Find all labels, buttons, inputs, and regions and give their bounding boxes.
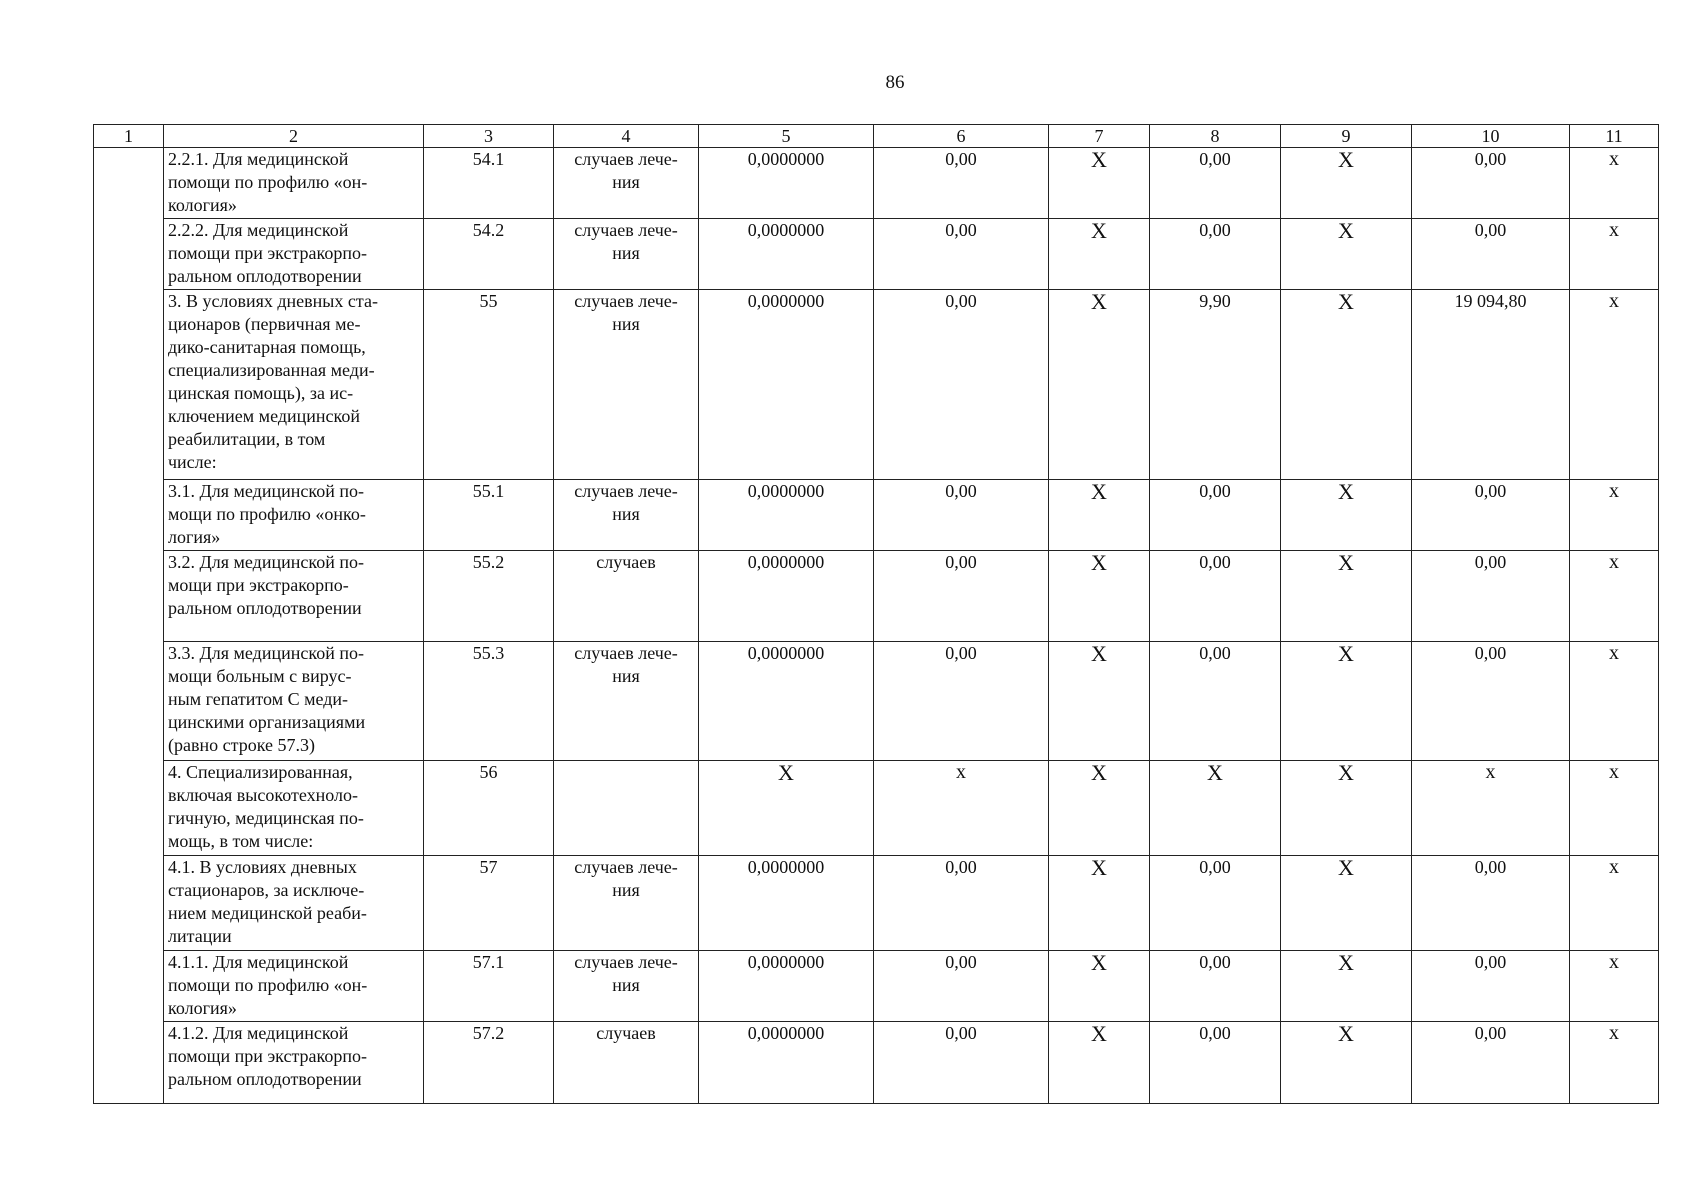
indicator-name-line: ральном оплодотворении — [168, 1069, 362, 1089]
value-cell-col-10: 0,00 — [1412, 551, 1570, 642]
value-cell-col-9: X — [1281, 951, 1412, 1022]
unit-line: ния — [612, 666, 640, 686]
value-cell-col-10: 0,00 — [1412, 480, 1570, 551]
unit-line: ния — [612, 504, 640, 524]
column-header: 10 — [1412, 125, 1570, 148]
indicator-name-line: 4.1. В условиях дневных — [168, 857, 357, 877]
unit-line: случаев — [596, 552, 656, 572]
column-header: 7 — [1049, 125, 1150, 148]
value-cell-col-7: X — [1049, 551, 1150, 642]
value-cell-col-7: X — [1049, 219, 1150, 290]
unit-line: ния — [612, 314, 640, 334]
value-cell-col-6: x — [874, 761, 1049, 856]
value-cell-col-9: X — [1281, 148, 1412, 219]
indicator-name-line: 3.2. Для медицинской по- — [168, 552, 364, 572]
value-cell-col-11: x — [1570, 551, 1659, 642]
indicator-name-line: 2.2.1. Для медицинской — [168, 149, 349, 169]
value-cell-col-8: 0,00 — [1150, 480, 1281, 551]
column-header: 8 — [1150, 125, 1281, 148]
row-code-cell: 57.1 — [424, 951, 554, 1022]
unit-cell — [554, 761, 699, 856]
indicator-name-line: 4. Специализированная, — [168, 762, 353, 782]
value-cell-col-5: X — [699, 761, 874, 856]
value-cell-col-6: 0,00 — [874, 290, 1049, 480]
unit-line: ния — [612, 172, 640, 192]
unit-line: ния — [612, 880, 640, 900]
value-cell-col-11: x — [1570, 1022, 1659, 1104]
unit-line: случаев — [596, 1023, 656, 1043]
indicator-name-cell — [164, 290, 424, 480]
indicator-name-line: дико-санитарная помощь, — [168, 337, 366, 357]
row-code-cell: 54.2 — [424, 219, 554, 290]
table-row — [94, 219, 1659, 290]
value-cell-col-10: 0,00 — [1412, 148, 1570, 219]
value-cell-col-7: X — [1049, 1022, 1150, 1104]
indicator-name-line: 4.1.1. Для медицинской — [168, 952, 349, 972]
value-cell-col-11: x — [1570, 642, 1659, 761]
value-cell-col-6: 0,00 — [874, 480, 1049, 551]
indicator-name-line: помощи при экстракорпо- — [168, 1046, 367, 1066]
value-cell-col-9: X — [1281, 219, 1412, 290]
indicator-name-line: реабилитации, в том — [168, 429, 326, 449]
indicator-name-line: (равно строке 57.3) — [168, 735, 315, 755]
indicator-name-line: 2.2.2. Для медицинской — [168, 220, 349, 240]
table-row — [94, 856, 1659, 951]
value-cell-col-5: 0,0000000 — [699, 551, 874, 642]
table-row — [94, 1022, 1659, 1104]
value-cell-col-6: 0,00 — [874, 951, 1049, 1022]
column-header: 4 — [554, 125, 699, 148]
value-cell-col-6: 0,00 — [874, 219, 1049, 290]
indicator-name-line: цинская помощь), за ис- — [168, 383, 354, 403]
value-cell-col-7: X — [1049, 480, 1150, 551]
value-cell-col-10: 0,00 — [1412, 1022, 1570, 1104]
value-cell-col-11: x — [1570, 148, 1659, 219]
unit-line: случаев лече- — [574, 857, 678, 877]
value-cell-col-9: X — [1281, 1022, 1412, 1104]
value-cell-col-10: x — [1412, 761, 1570, 856]
row-code-cell: 54.1 — [424, 148, 554, 219]
value-cell-col-8: X — [1150, 761, 1281, 856]
value-cell-col-8: 0,00 — [1150, 951, 1281, 1022]
indicator-name-line: нием медицинской реаби- — [168, 903, 367, 923]
indicator-name-line: специализированная меди- — [168, 360, 375, 380]
row-code-cell: 55.2 — [424, 551, 554, 642]
row-code-cell: 56 — [424, 761, 554, 856]
value-cell-col-10: 19 094,80 — [1412, 290, 1570, 480]
indicator-name-line: числе: — [168, 452, 217, 472]
indicator-name-line: помощи по профилю «он- — [168, 975, 368, 995]
indicator-name-line: мощи больным с вирус- — [168, 666, 352, 686]
table-row — [94, 642, 1659, 761]
value-cell-col-9: X — [1281, 856, 1412, 951]
indicator-name-line: 4.1.2. Для медицинской — [168, 1023, 349, 1043]
indicator-name-line: включая высокотехноло- — [168, 785, 358, 805]
indicator-name-line: литации — [168, 926, 232, 946]
value-cell-col-11: x — [1570, 951, 1659, 1022]
table-body — [94, 148, 1659, 1104]
value-cell-col-5: 0,0000000 — [699, 1022, 874, 1104]
unit-cell — [554, 290, 699, 480]
value-cell-col-11: x — [1570, 856, 1659, 951]
data-table — [93, 124, 1659, 1104]
value-cell-col-10: 0,00 — [1412, 856, 1570, 951]
indicator-name-line: 3.3. Для медицинской по- — [168, 643, 364, 663]
indicator-name-line: кология» — [168, 998, 237, 1018]
value-cell-col-5: 0,0000000 — [699, 480, 874, 551]
column-header: 1 — [94, 125, 164, 148]
indicator-name-cell — [164, 642, 424, 761]
value-cell-col-9: X — [1281, 761, 1412, 856]
value-cell-col-9: X — [1281, 642, 1412, 761]
indicator-name-line: цинскими организациями — [168, 712, 366, 732]
unit-cell — [554, 219, 699, 290]
indicator-name-line: ральном оплодотворении — [168, 598, 362, 618]
page-number: 86 — [885, 72, 905, 93]
indicator-name-cell — [164, 761, 424, 856]
column-header: 6 — [874, 125, 1049, 148]
indicator-name-cell — [164, 480, 424, 551]
value-cell-col-5: 0,0000000 — [699, 856, 874, 951]
indicator-name-cell — [164, 551, 424, 642]
value-cell-col-7: X — [1049, 856, 1150, 951]
column-header: 5 — [699, 125, 874, 148]
value-cell-col-6: 0,00 — [874, 148, 1049, 219]
indicator-name-line: мощь, в том числе: — [168, 831, 314, 851]
value-cell-col-6: 0,00 — [874, 551, 1049, 642]
unit-cell — [554, 951, 699, 1022]
value-cell-col-5: 0,0000000 — [699, 290, 874, 480]
indicator-name-cell — [164, 951, 424, 1022]
indicator-name-line: ционаров (первичная ме- — [168, 314, 361, 334]
value-cell-col-7: X — [1049, 951, 1150, 1022]
row-code-cell: 57 — [424, 856, 554, 951]
value-cell-col-7: X — [1049, 290, 1150, 480]
column-number-row — [94, 125, 1659, 148]
value-cell-col-10: 0,00 — [1412, 642, 1570, 761]
indicator-name-line: мощи при экстракорпо- — [168, 575, 349, 595]
value-cell-col-5: 0,0000000 — [699, 219, 874, 290]
unit-line: случаев лече- — [574, 952, 678, 972]
column-header: 11 — [1570, 125, 1659, 148]
value-cell-col-6: 0,00 — [874, 1022, 1049, 1104]
unit-cell — [554, 642, 699, 761]
value-cell-col-10: 0,00 — [1412, 951, 1570, 1022]
value-cell-col-10: 0,00 — [1412, 219, 1570, 290]
indicator-name-line: гичную, медицинская по- — [168, 808, 364, 828]
table-row — [94, 480, 1659, 551]
unit-cell — [554, 856, 699, 951]
indicator-name-cell — [164, 1022, 424, 1104]
unit-cell — [554, 551, 699, 642]
column-header: 2 — [164, 125, 424, 148]
unit-line: ния — [612, 243, 640, 263]
indicator-name-line: стационаров, за исключе- — [168, 880, 365, 900]
value-cell-col-5: 0,0000000 — [699, 951, 874, 1022]
unit-cell — [554, 1022, 699, 1104]
unit-line: ния — [612, 975, 640, 995]
value-cell-col-8: 0,00 — [1150, 219, 1281, 290]
indicator-name-line: ключением медицинской — [168, 406, 360, 426]
table-row — [94, 951, 1659, 1022]
column-header: 3 — [424, 125, 554, 148]
unit-line: случаев лече- — [574, 149, 678, 169]
indicator-name-line: логия» — [168, 527, 221, 547]
row-code-cell: 55 — [424, 290, 554, 480]
indicator-name-cell — [164, 148, 424, 219]
value-cell-col-8: 0,00 — [1150, 856, 1281, 951]
value-cell-col-5: 0,0000000 — [699, 642, 874, 761]
value-cell-col-8: 0,00 — [1150, 642, 1281, 761]
value-cell-col-11: x — [1570, 480, 1659, 551]
indicator-name-line: помощи при экстракорпо- — [168, 243, 367, 263]
value-cell-col-7: X — [1049, 761, 1150, 856]
table-row — [94, 761, 1659, 856]
indicator-name-line: 3.1. Для медицинской по- — [168, 481, 364, 501]
value-cell-col-6: 0,00 — [874, 642, 1049, 761]
value-cell-col-8: 9,90 — [1150, 290, 1281, 480]
value-cell-col-8: 0,00 — [1150, 148, 1281, 219]
unit-cell — [554, 148, 699, 219]
row-code-cell: 55.1 — [424, 480, 554, 551]
unit-line: случаев лече- — [574, 481, 678, 501]
unit-line: случаев лече- — [574, 643, 678, 663]
value-cell-col-5: 0,0000000 — [699, 148, 874, 219]
indicator-name-line: 3. В условиях дневных ста- — [168, 291, 378, 311]
unit-line: случаев лече- — [574, 220, 678, 240]
value-cell-col-11: x — [1570, 290, 1659, 480]
value-cell-col-11: x — [1570, 219, 1659, 290]
value-cell-col-7: X — [1049, 642, 1150, 761]
indicator-name-line: ральном оплодотворении — [168, 266, 362, 286]
table-row — [94, 290, 1659, 480]
table-row — [94, 148, 1659, 219]
value-cell-col-6: 0,00 — [874, 856, 1049, 951]
unit-line: случаев лече- — [574, 291, 678, 311]
value-cell-col-9: X — [1281, 290, 1412, 480]
value-cell-col-9: X — [1281, 551, 1412, 642]
table-row — [94, 551, 1659, 642]
row-code-cell: 55.3 — [424, 642, 554, 761]
indicator-name-cell — [164, 219, 424, 290]
column-header: 9 — [1281, 125, 1412, 148]
value-cell-col-7: X — [1049, 148, 1150, 219]
indicator-name-line: кология» — [168, 195, 237, 215]
indicator-name-line: ным гепатитом С меди- — [168, 689, 349, 709]
value-cell-col-8: 0,00 — [1150, 1022, 1281, 1104]
unit-cell — [554, 480, 699, 551]
value-cell-col-9: X — [1281, 480, 1412, 551]
indicator-name-cell — [164, 856, 424, 951]
row-code-cell: 57.2 — [424, 1022, 554, 1104]
indicator-name-line: мощи по профилю «онко- — [168, 504, 366, 524]
value-cell-col-8: 0,00 — [1150, 551, 1281, 642]
value-cell-col-11: x — [1570, 761, 1659, 856]
column-1-cell — [94, 148, 164, 1104]
indicator-name-line: помощи по профилю «он- — [168, 172, 368, 192]
